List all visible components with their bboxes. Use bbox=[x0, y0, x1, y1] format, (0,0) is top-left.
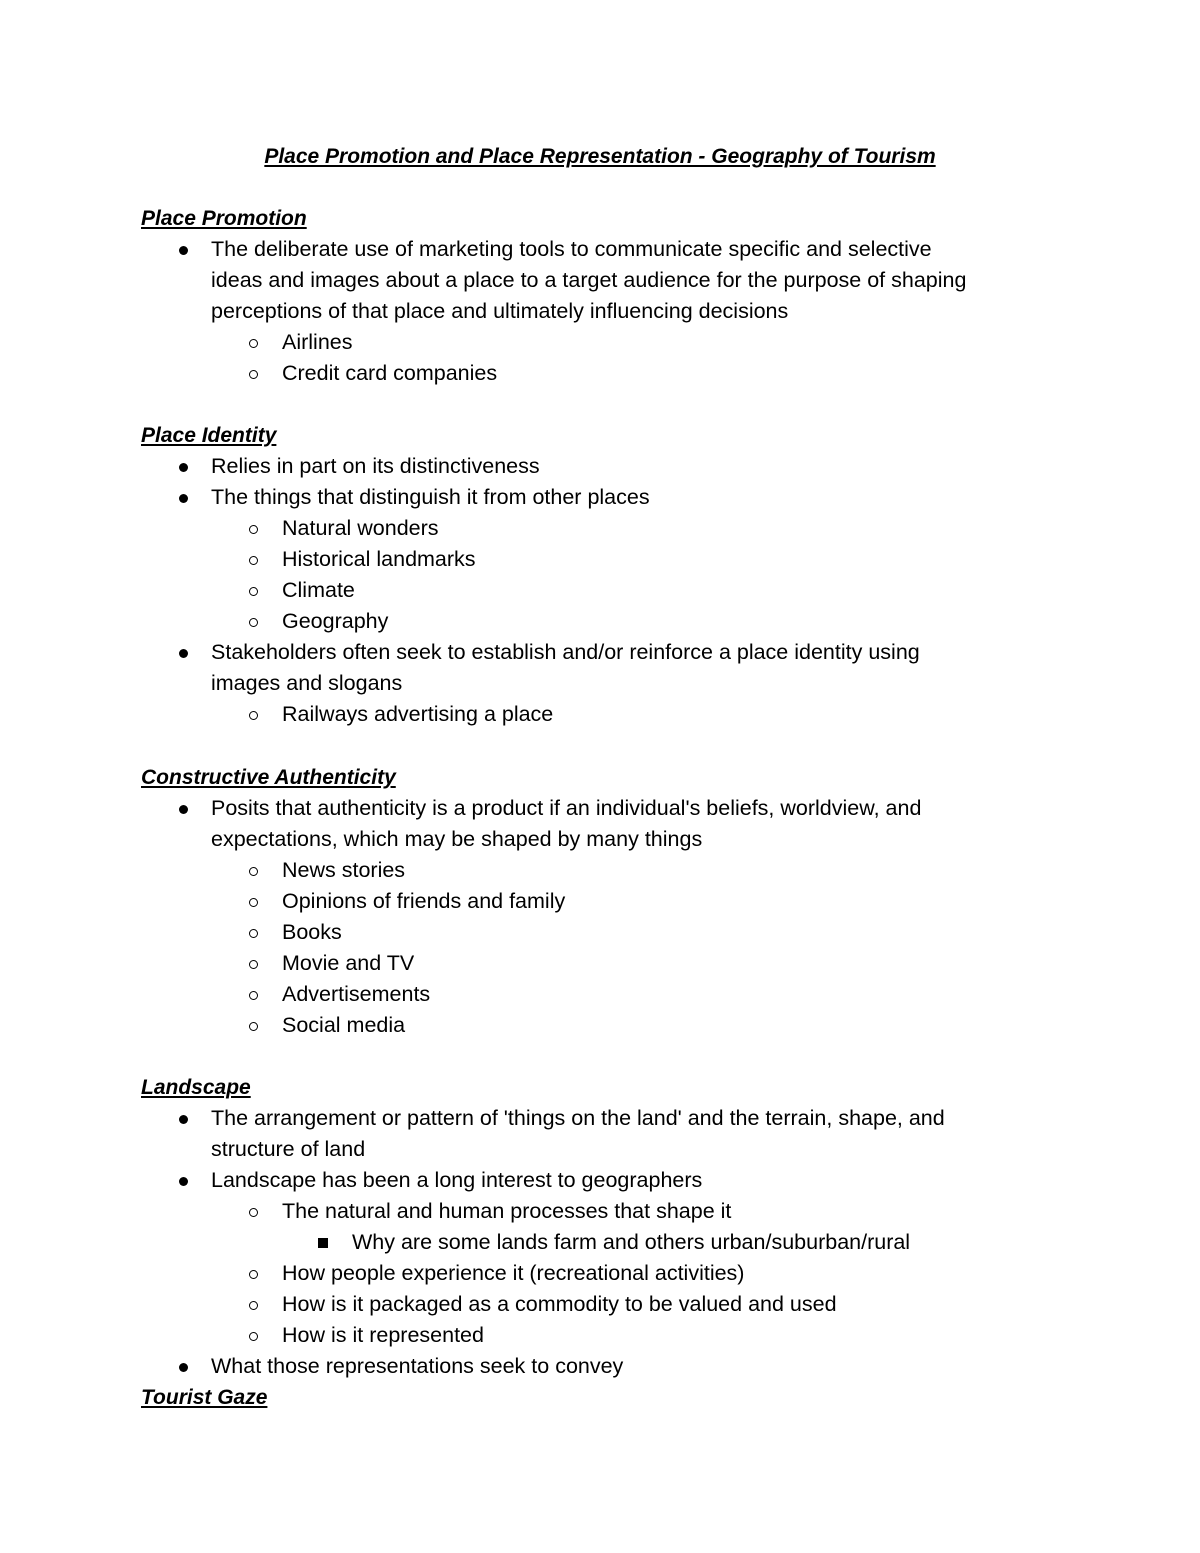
hollow-bullet-icon bbox=[249, 929, 258, 938]
list-item-text: The natural and human processes that shape it bbox=[282, 1199, 732, 1223]
square-bullet-icon bbox=[318, 1238, 328, 1248]
list-item-text: The deliberate use of marketing tools to communicate specific and selective bbox=[211, 237, 932, 261]
list-item-text: images and slogans bbox=[211, 671, 403, 695]
list-item-text: How is it packaged as a commodity to be valued and used bbox=[282, 1292, 837, 1316]
list-item-text: ideas and images about a place to a target audience for the purpose of shaping bbox=[211, 268, 967, 292]
list-item bbox=[282, 327, 353, 358]
hollow-bullet-icon bbox=[249, 898, 258, 907]
list-item bbox=[211, 1165, 702, 1196]
hollow-bullet-icon bbox=[249, 339, 258, 348]
hollow-bullet-icon bbox=[249, 370, 258, 379]
list-item-continuation bbox=[211, 296, 788, 327]
list-item-text: The things that distinguish it from other places bbox=[211, 485, 650, 509]
bullet-icon bbox=[179, 1115, 188, 1124]
list-item-text: The arrangement or pattern of 'things on the land' and the terrain, shape, and bbox=[211, 1106, 945, 1130]
list-item bbox=[282, 979, 430, 1010]
list-item-continuation bbox=[211, 824, 702, 855]
list-item bbox=[282, 886, 565, 917]
list-item bbox=[282, 855, 405, 886]
bullet-icon bbox=[179, 463, 188, 472]
list-item-text: perceptions of that place and ultimately influencing decisions bbox=[211, 299, 789, 323]
list-item-continuation bbox=[211, 265, 966, 296]
list-item bbox=[282, 513, 439, 544]
list-item-text: Books bbox=[282, 920, 342, 944]
list-item bbox=[211, 637, 920, 668]
list-item bbox=[282, 544, 476, 575]
list-item-text: Why are some lands farm and others urban/suburban/rural bbox=[352, 1230, 911, 1254]
list-item bbox=[282, 917, 342, 948]
hollow-bullet-icon bbox=[249, 556, 258, 565]
list-item bbox=[282, 948, 414, 979]
list-item bbox=[211, 1351, 623, 1382]
hollow-bullet-icon bbox=[249, 711, 258, 720]
list-item-text: Social media bbox=[282, 1013, 406, 1037]
list-item bbox=[352, 1227, 910, 1258]
hollow-bullet-icon bbox=[249, 525, 258, 534]
hollow-bullet-icon bbox=[249, 867, 258, 876]
list-item-text: Natural wonders bbox=[282, 516, 439, 540]
list-item-text: Stakeholders often seek to establish and/or reinforce a place identity using bbox=[211, 640, 920, 664]
list-item-text: Opinions of friends and family bbox=[282, 889, 566, 913]
list-item bbox=[282, 1196, 731, 1227]
hollow-bullet-icon bbox=[249, 1022, 258, 1031]
list-item bbox=[211, 482, 650, 513]
list-item-continuation bbox=[211, 1134, 365, 1165]
hollow-bullet-icon bbox=[249, 991, 258, 1000]
section-heading-landscape: Landscape bbox=[141, 1076, 251, 1099]
list-item bbox=[211, 451, 540, 482]
bullet-icon bbox=[179, 494, 188, 503]
bullet-icon bbox=[179, 246, 188, 255]
bullet-icon bbox=[179, 649, 188, 658]
list-item-text: How is it represented bbox=[282, 1323, 484, 1347]
list-item-text: News stories bbox=[282, 858, 406, 882]
bullet-icon bbox=[179, 1363, 188, 1372]
bullet-icon bbox=[179, 805, 188, 814]
list-item-text: Credit card companies bbox=[282, 361, 498, 385]
list-item-text: Landscape has been a long interest to geographers bbox=[211, 1168, 703, 1192]
list-item bbox=[211, 1103, 945, 1134]
section-heading-place-promotion: Place Promotion bbox=[141, 207, 307, 230]
section-heading-constructive-authenticity: Constructive Authenticity bbox=[141, 766, 396, 789]
section-heading-tourist-gaze: Tourist Gaze bbox=[141, 1386, 268, 1409]
bullet-icon bbox=[179, 1177, 188, 1186]
list-item-text: Advertisements bbox=[282, 982, 431, 1006]
list-item-text: Railways advertising a place bbox=[282, 702, 554, 726]
document-title: Place Promotion and Place Representation - Geography of Tourism bbox=[264, 145, 936, 168]
list-item-text: Historical landmarks bbox=[282, 547, 476, 571]
list-item-text: Relies in part on its distinctiveness bbox=[211, 454, 540, 478]
hollow-bullet-icon bbox=[249, 1208, 258, 1217]
section-heading-place-identity: Place Identity bbox=[141, 424, 277, 447]
list-item-continuation bbox=[211, 668, 402, 699]
list-item-text: expectations, which may be shaped by many things bbox=[211, 827, 703, 851]
hollow-bullet-icon bbox=[249, 587, 258, 596]
list-item bbox=[282, 1258, 744, 1289]
list-item-text: What those representations seek to convey bbox=[211, 1354, 624, 1378]
list-item-text: Airlines bbox=[282, 330, 353, 354]
list-item bbox=[282, 1289, 837, 1320]
hollow-bullet-icon bbox=[249, 1332, 258, 1341]
hollow-bullet-icon bbox=[249, 618, 258, 627]
hollow-bullet-icon bbox=[249, 960, 258, 969]
list-item-text: Climate bbox=[282, 578, 355, 602]
list-item-text: Movie and TV bbox=[282, 951, 415, 975]
list-item bbox=[211, 793, 921, 824]
list-item-text: Posits that authenticity is a product if an individual's beliefs, worldview, and bbox=[211, 796, 922, 820]
list-item bbox=[282, 699, 553, 730]
list-item bbox=[282, 1010, 405, 1041]
hollow-bullet-icon bbox=[249, 1270, 258, 1279]
list-item bbox=[282, 358, 497, 389]
list-item bbox=[282, 1320, 484, 1351]
list-item bbox=[211, 234, 932, 265]
list-item-text: structure of land bbox=[211, 1137, 366, 1161]
list-item bbox=[282, 606, 388, 637]
list-item bbox=[282, 575, 355, 606]
list-item-text: Geography bbox=[282, 609, 389, 633]
hollow-bullet-icon bbox=[249, 1301, 258, 1310]
list-item-text: How people experience it (recreational activities) bbox=[282, 1261, 745, 1285]
